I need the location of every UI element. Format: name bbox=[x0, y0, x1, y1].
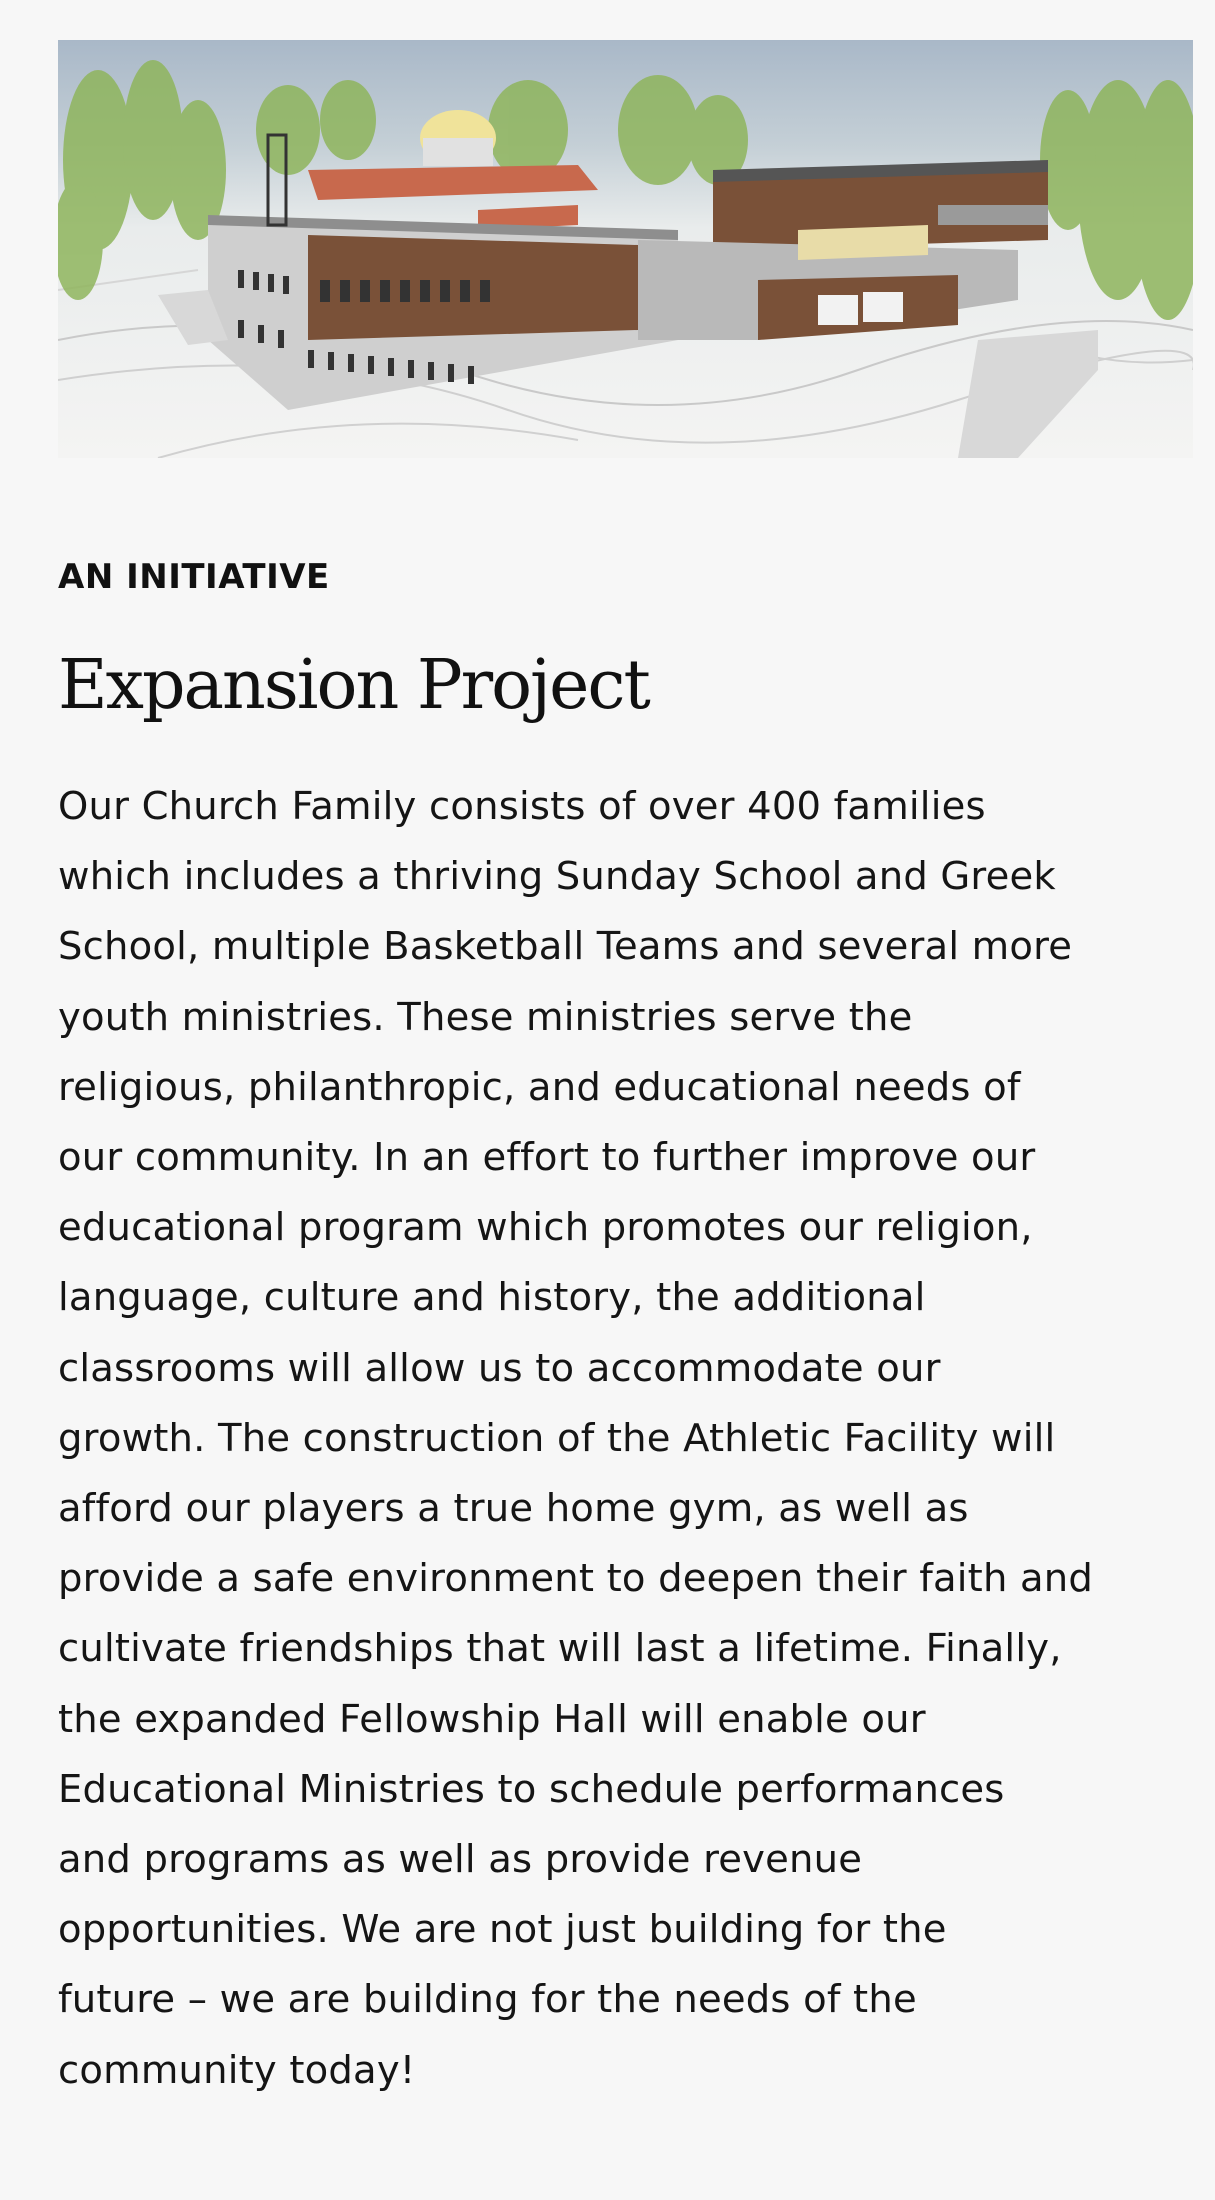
description-paragraph: Our Church Family consists of over 400 families which includes a thriving Sunday School and Greek School, multiple Basketball Teams and several more youth ministries. These ministries serve the religious, philanthropic, and educational needs of our community. In an effort to further improve our educational program which promotes our religion, language, culture and history, the additional classrooms will allow us to accommodate our growth. The construction of the Athletic Facility will afford our players a true home gym, as well as provide a safe environment to deepen their faith and cultivate friendships that will last a lifetime. Finally, the expanded Fellowship Hall will enable our Educational Ministries to schedule performances and programs as well as provide revenue opportunities. We are not just building for the future – we are building for the needs of the community today! bbox=[58, 784, 1094, 2093]
hero-image bbox=[58, 40, 1193, 458]
page-title: Expansion Project bbox=[58, 646, 649, 725]
section-eyebrow: AN INITIATIVE bbox=[58, 557, 330, 597]
building-rendering-illustration bbox=[58, 40, 1193, 458]
page-content bbox=[58, 40, 1193, 2106]
